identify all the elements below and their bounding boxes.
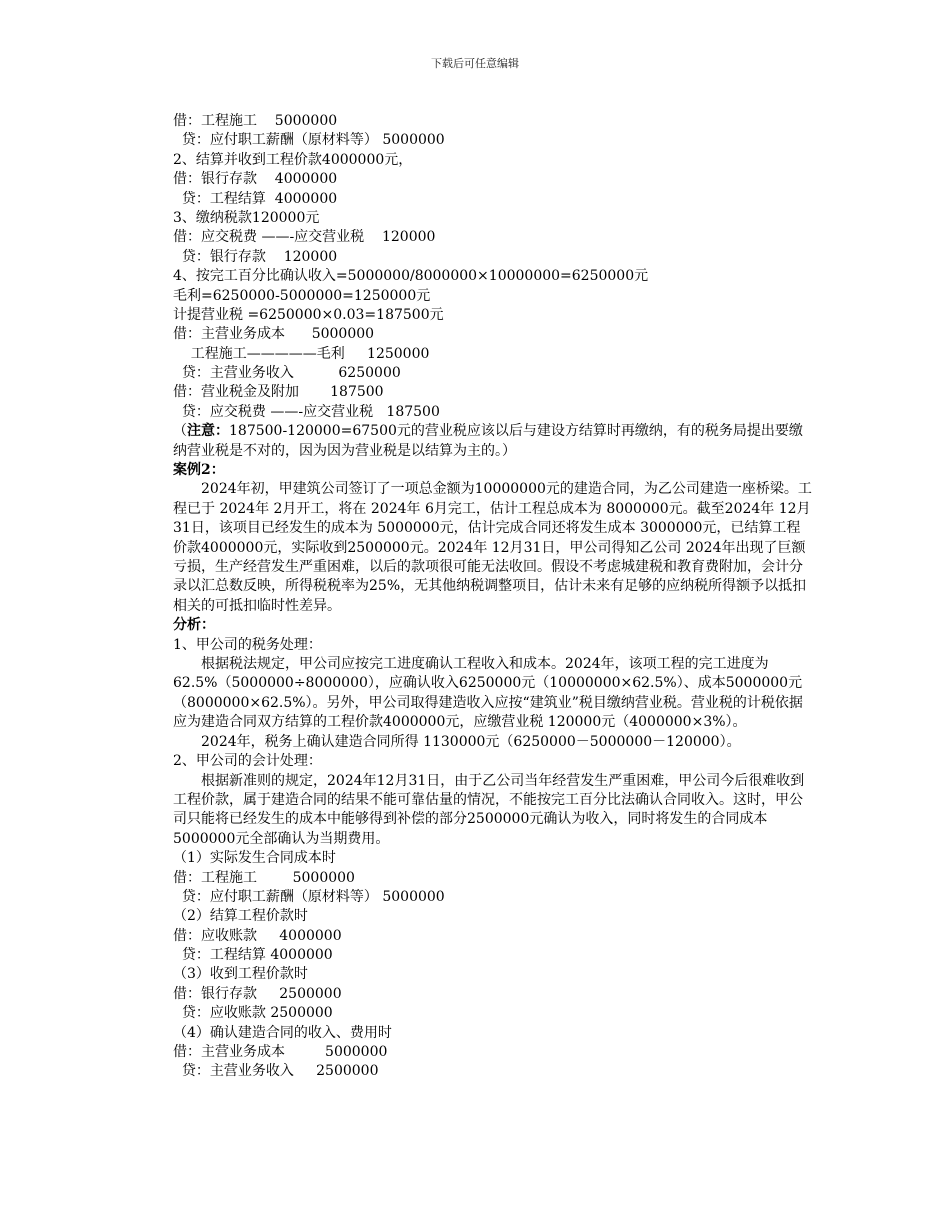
entry-line: 借：应交税费 ——-应交营业税 120000 bbox=[173, 229, 436, 246]
entry-line: 贷：应交税费 ——-应交营业税 187500 bbox=[173, 403, 440, 420]
entry-line: （3）收到工程价款时 bbox=[173, 966, 308, 983]
entry-line: 借：应收账款 4000000 bbox=[173, 927, 342, 944]
analysis-section-2-title: 2、甲公司的会计处理： bbox=[173, 753, 322, 770]
entry-line: 贷：应付职工薪酬（原材料等） 5000000 bbox=[173, 132, 445, 149]
entry-line: 贷：主营业务收入 2500000 bbox=[173, 1063, 379, 1080]
note-label: 注意： bbox=[187, 423, 229, 440]
document-body bbox=[173, 112, 813, 1082]
entry-line: 贷：应付职工薪酬（原材料等） 5000000 bbox=[173, 888, 445, 905]
entry-line: 借：工程施工 5000000 bbox=[173, 869, 355, 886]
analysis-section-1-body: 根据税法规定，甲公司应按完工进度确认工程收入和成本。2024年，该项工程的完工进度为62.5%（5000000÷8000000），应确认收入6250000元（10000000×62.5%）、成本5000000元（8000000×62.5%）。另外，甲公司取得建造收入应按“建筑业”税目缴纳营业税。营业税的计税依据应为建造合同双方结算的工程价款4000000元，应缴营业税 120000元（4000000×3%）。 bbox=[173, 656, 803, 731]
entry-line: 借：主营业务成本 5000000 bbox=[173, 326, 375, 343]
case2-body: 2024年初，甲建筑公司签订了一项总金额为10000000元的建造合同，为乙公司建造一座桥梁。工程已于 2024年 2月开工，将在 2024年 6月完工，估计工程总成本为 8000000元。截至2024年 12月 31日，该项目已经发生的成本为 5000000元，估计完成合同还将发生成本 3000000元，已结算工程价款4000000元，实际收到2500000元。2024年 12月31日，甲公司得知乙公司 2024年出现了巨额亏损，生产经营发生严重困难，以后的款项很可能无法收回。假设不考虑城建税和教育费附加，会计分录以汇总数反映，所得税税率为25%，无其他纳税调整项目，估计未来有足够的应纳税所得额予以抵扣相关的可抵扣临时性差异。 bbox=[173, 481, 812, 614]
entry-line: 3、缴纳税款120000元 bbox=[173, 209, 320, 226]
entry-line: 借：银行存款 4000000 bbox=[173, 171, 338, 188]
entry-line: （4）确认建造合同的收入、费用时 bbox=[173, 1024, 392, 1041]
entry-line: 借：主营业务成本 5000000 bbox=[173, 1044, 388, 1061]
entry-line: 贷：主营业务收入 6250000 bbox=[173, 365, 401, 382]
entry-line: 贷：银行存款 120000 bbox=[173, 248, 338, 265]
analysis-section-1-body2: 2024年，税务上确认建造合同所得 1130000元（6250000－5000000－120000）。 bbox=[201, 733, 741, 750]
note-paragraph bbox=[0, 422, 813, 461]
note-open-paren: （ bbox=[173, 423, 187, 440]
entry-line: 工程施工—————毛利 1250000 bbox=[173, 345, 430, 362]
entry-line: 贷：工程结算 4000000 bbox=[173, 947, 333, 964]
analysis-section-1-title: 1、甲公司的税务处理： bbox=[173, 636, 322, 653]
entry-line: 4、按完工百分比确认收入=5000000/8000000×10000000=6250000元 bbox=[173, 268, 649, 285]
entry-line: （1）实际发生合同成本时 bbox=[173, 850, 336, 867]
analysis-section-2-body: 根据新准则的规定，2024年12月31日，由于乙公司当年经营发生严重困难，甲公司今后很难收到工程价款，属于建造合同的结果不能可靠估量的情况，不能按完工百分比法确认合同收入。这时，甲公司只能将已经发生的成本中能够得到补偿的部分2500000元确认为收入，同时将发生的合同成本5000000元全部确认为当期费用。 bbox=[173, 772, 805, 847]
entry-line: 贷：工程结算 4000000 bbox=[173, 190, 338, 207]
entry-line: 贷：应收账款 2500000 bbox=[173, 1005, 333, 1022]
entry-line: （2）结算工程价款时 bbox=[173, 908, 308, 925]
entry-line: 借：银行存款 2500000 bbox=[173, 985, 342, 1002]
entry-line: 毛利=6250000-5000000=1250000元 bbox=[173, 287, 431, 304]
analysis-title: 分析： bbox=[173, 617, 215, 634]
entry-line: 计提营业税 =6250000×0.03=187500元 bbox=[173, 306, 444, 323]
entry-line: 2、结算并收到工程价款4000000元， bbox=[173, 151, 413, 168]
page-header: 下载后可任意编辑 bbox=[431, 57, 519, 70]
entry-line: 借：工程施工 5000000 bbox=[173, 113, 338, 129]
note-text: 187500-120000=67500元的营业税应该以后与建设方结算时再缴纳，有的税务局提出要缴纳营业税是不对的，因为因为营业税是以结算为主的。） bbox=[173, 423, 803, 459]
entry-line: 借：营业税金及附加 187500 bbox=[173, 384, 384, 401]
case2-title: 案例2： bbox=[173, 462, 225, 479]
